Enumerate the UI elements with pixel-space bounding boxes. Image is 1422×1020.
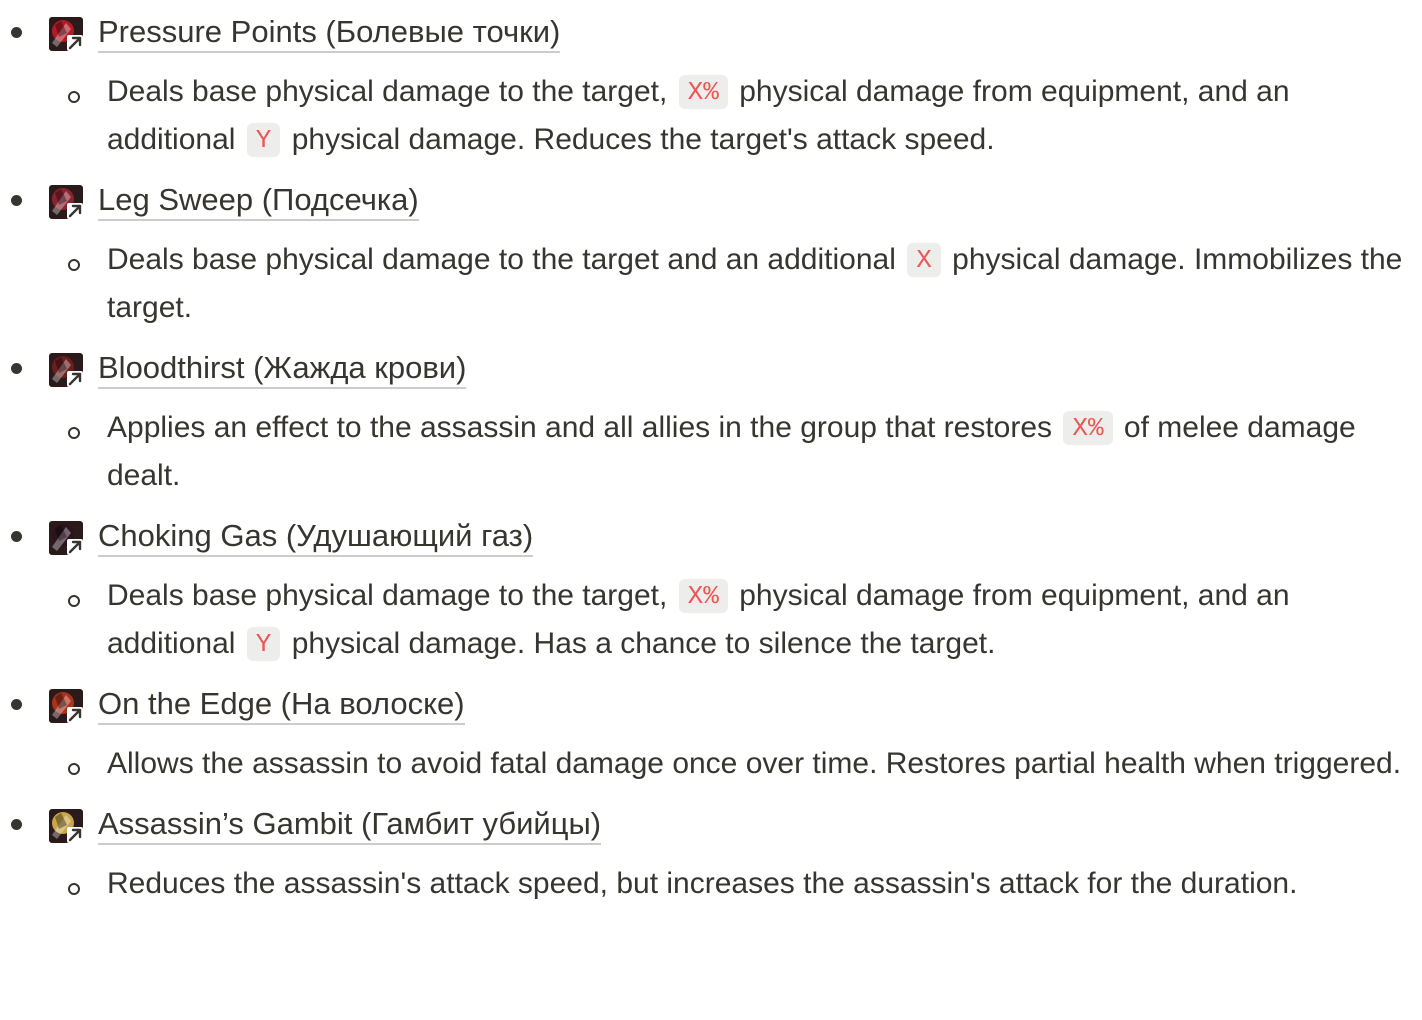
skill-link-assassins-gambit[interactable] bbox=[49, 806, 601, 845]
skill-title: Leg Sweep (Подсечка) bbox=[98, 182, 419, 221]
skill-link-on-the-edge[interactable] bbox=[49, 686, 465, 725]
skill-item bbox=[0, 680, 1422, 800]
description-segment: of melee damage dealt. bbox=[107, 411, 1356, 492]
description-text bbox=[107, 860, 1412, 908]
skill-link-bloodthirst[interactable] bbox=[49, 350, 466, 389]
skill-list bbox=[0, 8, 1422, 920]
bullet-disc bbox=[11, 531, 22, 542]
bullet-circle bbox=[68, 883, 80, 895]
bullet-circle bbox=[68, 763, 80, 775]
description-segment: Deals base physical damage to the target, bbox=[107, 75, 676, 108]
skill-link-pressure-points[interactable] bbox=[49, 14, 560, 53]
skill-header bbox=[0, 344, 1422, 392]
description-segment: physical damage. Has a chance to silence the target. bbox=[283, 627, 996, 660]
bloodthirst-icon bbox=[49, 353, 83, 387]
assassins-gambit-icon bbox=[49, 809, 83, 843]
skill-item bbox=[0, 512, 1422, 680]
skill-link-leg-sweep[interactable] bbox=[49, 182, 419, 221]
skill-description bbox=[0, 392, 1422, 512]
skill-item bbox=[0, 176, 1422, 344]
bullet-disc bbox=[11, 363, 22, 374]
inline-code: Y bbox=[247, 627, 281, 661]
skill-header bbox=[0, 680, 1422, 728]
inline-code: X% bbox=[1063, 411, 1112, 445]
inline-code: X bbox=[907, 243, 941, 277]
skill-link-choking-gas[interactable] bbox=[49, 518, 533, 557]
bullet-disc bbox=[11, 195, 22, 206]
description-segment: physical damage. Immobilizes the target. bbox=[107, 243, 1403, 324]
skill-description bbox=[0, 224, 1422, 344]
skill-description bbox=[0, 56, 1422, 176]
skill-title: Pressure Points (Болевые точки) bbox=[98, 14, 560, 53]
skill-title: Bloodthirst (Жажда крови) bbox=[98, 350, 466, 389]
bullet-circle bbox=[68, 259, 80, 271]
inline-code: X% bbox=[679, 579, 728, 613]
skill-title: Choking Gas (Удушающий газ) bbox=[98, 518, 533, 557]
description-text bbox=[107, 404, 1412, 500]
skill-header bbox=[0, 800, 1422, 848]
description-text bbox=[107, 572, 1412, 668]
description-segment: Deals base physical damage to the target and an additional bbox=[107, 243, 905, 276]
bullet-circle bbox=[68, 595, 80, 607]
description-text bbox=[107, 236, 1412, 332]
skill-description bbox=[0, 848, 1422, 920]
inline-code: X% bbox=[679, 75, 728, 109]
description-segment: Reduces the assassin's attack speed, but increases the assassin's attack for the duration. bbox=[107, 867, 1298, 900]
description-segment: physical damage from equipment, and an additional bbox=[107, 75, 1290, 156]
skill-header bbox=[0, 176, 1422, 224]
bullet-disc bbox=[11, 27, 22, 38]
description-segment: physical damage. Reduces the target's attack speed. bbox=[283, 123, 995, 156]
bullet-disc bbox=[11, 699, 22, 710]
skill-item bbox=[0, 8, 1422, 176]
skill-description bbox=[0, 728, 1422, 800]
inline-code: Y bbox=[247, 123, 281, 157]
bullet-circle bbox=[68, 427, 80, 439]
skill-title: Assassin’s Gambit (Гамбит убийцы) bbox=[98, 806, 601, 845]
skill-header bbox=[0, 512, 1422, 560]
bullet-circle bbox=[68, 91, 80, 103]
skill-header bbox=[0, 8, 1422, 56]
on-the-edge-icon bbox=[49, 689, 83, 723]
description-segment: physical damage from equipment, and an additional bbox=[107, 579, 1290, 660]
description-text bbox=[107, 740, 1412, 788]
pressure-points-icon bbox=[49, 17, 83, 51]
description-text bbox=[107, 68, 1412, 164]
description-segment: Applies an effect to the assassin and all allies in the group that restores bbox=[107, 411, 1061, 444]
skill-item bbox=[0, 800, 1422, 920]
skill-item bbox=[0, 344, 1422, 512]
description-segment: Deals base physical damage to the target, bbox=[107, 579, 676, 612]
choking-gas-icon bbox=[49, 521, 83, 555]
skill-title: On the Edge (На волоске) bbox=[98, 686, 465, 725]
description-segment: Allows the assassin to avoid fatal damage once over time. Restores partial health when triggered. bbox=[107, 747, 1402, 780]
skill-description bbox=[0, 560, 1422, 680]
bullet-disc bbox=[11, 819, 22, 830]
leg-sweep-icon bbox=[49, 185, 83, 219]
